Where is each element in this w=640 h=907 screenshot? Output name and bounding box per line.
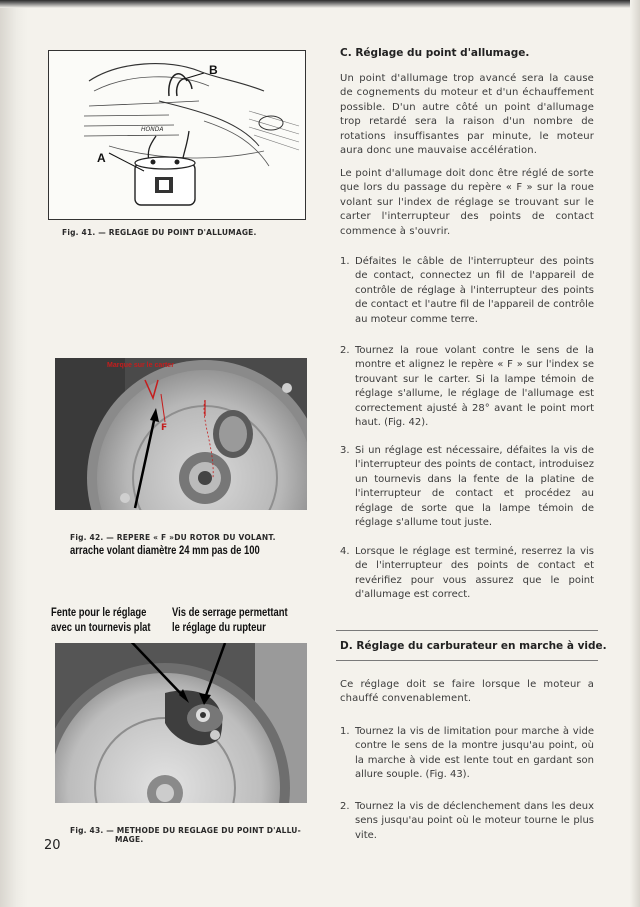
section-d-title: D. Réglage du carburateur en marche à vide. (340, 640, 607, 652)
step-number: 2. (340, 345, 350, 356)
label-a: A (97, 151, 106, 165)
page-top-edge (0, 0, 640, 8)
page-right-edge (630, 0, 640, 907)
figure-42-photo (55, 358, 307, 510)
figure-43-caption-line2: MAGE. (115, 835, 144, 844)
figure-42-caption: Fig. 42. — REPERE « F »DU ROTOR DU VOLANT. (70, 533, 276, 542)
figure-41-frame (48, 50, 306, 220)
page-edge-left (0, 0, 28, 907)
screw-note-line1: Vis de serrage permettant (172, 607, 288, 619)
figure-43-caption-line1: Fig. 43. — METHODE DU REGLAGE DU POINT D'ALLU- (70, 826, 301, 835)
step-text: Tournez la roue volant contre le sens de la montre et alignez le repère « F » sur l'index se trouvant sur le carter. Si la lampe témoin de réglage s'allume, le réglage de l'allumage est correctement ajusté à 28° avant le point mort haut. (Fig. 42). (355, 345, 594, 429)
section-divider (336, 630, 598, 631)
carter-mark-note: Marque sur le carter (107, 362, 174, 369)
section-c-para2: Le point d'allumage doit donc être réglé de sorte que lors du passage du repère « F » sur la roue volant sur l'index de réglage se trouvant sur le carter l'interrupteur des points de contact commence à s'ouvrir. (340, 168, 594, 237)
f-mark: F (161, 423, 168, 433)
figure-41-caption: Fig. 41. — REGLAGE DU POINT D'ALLUMAGE. (62, 228, 257, 237)
step-text: Lorsque le réglage est terminé, reserrez la vis de l'interrupteur des points de contact et revérifiez pour vous assurez que le point d'allumage est correct. (355, 546, 594, 601)
section-divider (336, 660, 598, 661)
slot-note-line1: Fente pour le réglage (51, 607, 147, 619)
step-number: 1. (340, 726, 350, 737)
label-b: B (209, 63, 218, 77)
step-text: Si un réglage est nécessaire, défaites la vis de l'interrupteur des points de contact, introduisez un tournevis dans la fente de la platine de l'interrupteur de contact et procédez au réglage de sorte que la lampe témoin de réglage s'allume tout juste. (355, 445, 594, 529)
section-d-para1: Ce réglage doit se faire lorsque le moteur a chauffé convenablement. (340, 679, 594, 705)
figure-43-photo (55, 643, 307, 803)
step-number: 2. (340, 801, 350, 812)
section-c-title: C. Réglage du point d'allumage. (340, 47, 530, 59)
step-text: Tournez la vis de limitation pour marche à vide contre le sens de la montre jusqu'au point, où la marche à vide est lente tout en gardant son allure souple. (Fig. 43). (355, 726, 594, 781)
slot-note-line2: avec un tournevis plat (51, 622, 151, 634)
section-c-para1: Un point d'allumage trop avancé sera la cause de cognements du moteur et d'un échauffement possible. D'un autre côté un point d'allumage trop retardé sera la raison d'un nombre de rotations insuffisantes par minute, le moteur aura donc une mauvaise accélération. (340, 73, 594, 157)
step-number: 1. (340, 256, 350, 267)
breaker-photo (55, 643, 307, 803)
step-text: Tournez la vis de déclenchement dans les deux sens jusqu'au point où le moteur tourne le plus vite. (355, 801, 594, 841)
step-number: 4. (340, 546, 350, 557)
puller-note: arrache volant diamètre 24 mm pas de 100 (70, 545, 260, 557)
step-text: Défaites le câble de l'interrupteur des points de contact, connectez un fil de l'appareil de contrôle de réglage à l'interrupteur des points de contact et l'autre fil de l'appareil de contrôle au moteur comme terre. (355, 256, 594, 325)
page-number: 20 (44, 838, 61, 853)
screw-note-line2: le réglage du rupteur (172, 622, 266, 634)
figure-41-drawing (49, 51, 306, 220)
step-number: 3. (340, 445, 350, 456)
flywheel-photo (55, 358, 307, 510)
honda-brand-text: HONDA (141, 126, 164, 133)
